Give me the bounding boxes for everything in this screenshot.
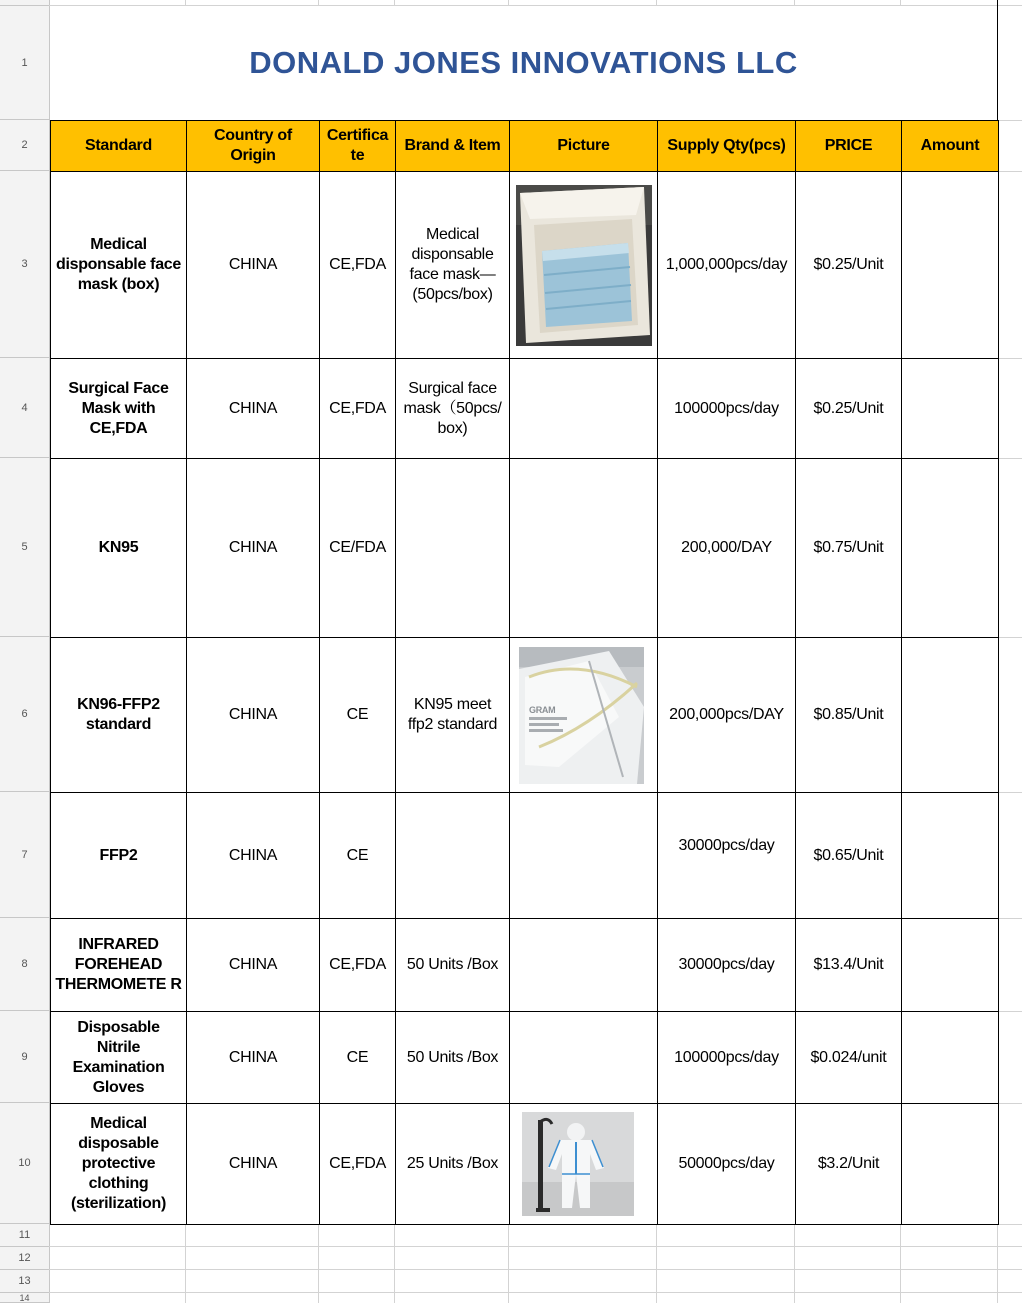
cell-picture[interactable] [510,919,658,1012]
cell-picture[interactable] [510,793,658,919]
cell-standard[interactable]: KN96-FFP2 standard [51,638,187,793]
header-country[interactable]: Country of Origin [187,121,320,172]
cell-picture[interactable] [510,1012,658,1104]
cell-supply[interactable]: 200,000pcs/DAY [658,638,796,793]
cell-standard[interactable]: Surgical Face Mask with CE,FDA [51,359,187,459]
cell-certificate[interactable]: CE [320,1012,396,1104]
supply-text: 30000pcs/day [678,836,775,854]
cell-certificate[interactable]: CE [320,638,396,793]
cell-supply[interactable]: 50000pcs/day [658,1104,796,1225]
table-row [51,919,999,1012]
cell-brand[interactable]: 25 Units /Box [396,1104,510,1225]
cell-country[interactable]: CHINA [187,638,320,793]
cell-standard[interactable]: INFRARED FOREHEAD THERMOMETE R [51,919,187,1012]
face-mask-box-photo [516,185,652,346]
cell-amount[interactable] [902,459,999,638]
cell-picture[interactable] [510,459,658,638]
cell-certificate[interactable]: CE,FDA [320,919,396,1012]
table-row [51,172,999,359]
cell-price[interactable]: $3.2/Unit [796,1104,902,1225]
cell-certificate[interactable]: CE/FDA [320,459,396,638]
cell-certificate[interactable]: CE [320,793,396,919]
cell-supply[interactable] [658,793,796,919]
cell-amount[interactable] [902,172,999,359]
cell-standard[interactable]: Medical disposable protective clothing (sterilization) [51,1104,187,1225]
table-row [51,638,999,793]
header-supply-qty[interactable]: Supply Qty(pcs) [658,121,796,172]
header-amount[interactable]: Amount [902,121,999,172]
cell-price[interactable]: $13.4/Unit [796,919,902,1012]
header-price[interactable]: PRICE [796,121,902,172]
cell-picture[interactable] [510,1104,658,1225]
cell-standard[interactable]: Medical disponsable face mask (box) [51,172,187,359]
row-header-8[interactable]: 8 [0,918,49,1011]
table-row [51,359,999,459]
cell-supply[interactable]: 30000pcs/day [658,919,796,1012]
header-picture[interactable]: Picture [510,121,658,172]
kn95-mask-photo [519,647,644,784]
row-header-5[interactable]: 5 [0,458,49,637]
cell-country[interactable]: CHINA [187,1104,320,1225]
table-row [51,793,999,919]
header-certificate[interactable]: Certifica te [320,121,396,172]
cell-price[interactable]: $0.65/Unit [796,793,902,919]
row-header-11[interactable]: 11 [0,1224,49,1247]
row-header-2[interactable]: 2 [0,120,49,171]
header-standard[interactable]: Standard [51,121,187,172]
table-row [51,1012,999,1104]
cell-picture[interactable] [510,172,658,359]
cell-brand[interactable] [396,793,510,919]
row-header-9[interactable]: 9 [0,1011,49,1103]
cell-amount[interactable] [902,359,999,459]
row-header-3[interactable]: 3 [0,171,49,358]
cell-amount[interactable] [902,638,999,793]
cell-brand[interactable]: 50 Units /Box [396,919,510,1012]
cell-supply[interactable]: 1,000,000pcs/day [658,172,796,359]
row-header-10[interactable]: 10 [0,1103,49,1224]
cell-supply[interactable]: 200,000/DAY [658,459,796,638]
row-header-6[interactable]: 6 [0,637,49,792]
cell-picture[interactable] [510,359,658,459]
cell-country[interactable]: CHINA [187,793,320,919]
cell-supply[interactable]: 100000pcs/day [658,1012,796,1104]
cell-amount[interactable] [902,1012,999,1104]
row-header-13[interactable]: 13 [0,1270,49,1293]
cell-brand[interactable]: Surgical face mask（50pcs/ box) [396,359,510,459]
row-header-12[interactable]: 12 [0,1247,49,1270]
cell-certificate[interactable]: CE,FDA [320,359,396,459]
cell-standard[interactable]: Disposable Nitrile Examination Gloves [51,1012,187,1104]
cell-country[interactable]: CHINA [187,459,320,638]
cell-amount[interactable] [902,919,999,1012]
cell-standard[interactable]: KN95 [51,459,187,638]
cell-certificate[interactable]: CE,FDA [320,1104,396,1225]
cell-country[interactable]: CHINA [187,919,320,1012]
cell-standard[interactable]: FFP2 [51,793,187,919]
row-header-14[interactable]: 14 [0,1293,49,1303]
row-header-7[interactable]: 7 [0,792,49,918]
cell-brand[interactable]: 50 Units /Box [396,1012,510,1104]
cell-country[interactable]: CHINA [187,359,320,459]
row-header-1[interactable]: 1 [0,6,49,120]
cell-brand[interactable]: Medical disponsable face mask— (50pcs/box) [396,172,510,359]
cell-brand[interactable]: KN95 meet ffp2 standard [396,638,510,793]
cell-country[interactable]: CHINA [187,1012,320,1104]
svg-text:GRAM: GRAM [529,704,556,715]
cell-price[interactable]: $0.024/unit [796,1012,902,1104]
cell-supply[interactable]: 100000pcs/day [658,359,796,459]
header-brand-item[interactable]: Brand & Item [396,121,510,172]
header-row [51,121,999,172]
table-row [51,1104,999,1225]
cell-brand[interactable] [396,459,510,638]
company-title[interactable]: DONALD JONES INNOVATIONS LLC [249,45,798,80]
table-row [51,459,999,638]
cell-country[interactable]: CHINA [187,172,320,359]
protective-clothing-photo [522,1112,634,1216]
cell-price[interactable]: $0.75/Unit [796,459,902,638]
cell-picture[interactable] [510,638,658,793]
cell-price[interactable]: $0.25/Unit [796,359,902,459]
row-header-4[interactable]: 4 [0,358,49,458]
product-table [50,120,999,1225]
cell-amount[interactable] [902,793,999,919]
cell-certificate[interactable]: CE,FDA [320,172,396,359]
cell-price[interactable]: $0.25/Unit [796,172,902,359]
cell-amount[interactable] [902,1104,999,1225]
cell-price[interactable]: $0.85/Unit [796,638,902,793]
